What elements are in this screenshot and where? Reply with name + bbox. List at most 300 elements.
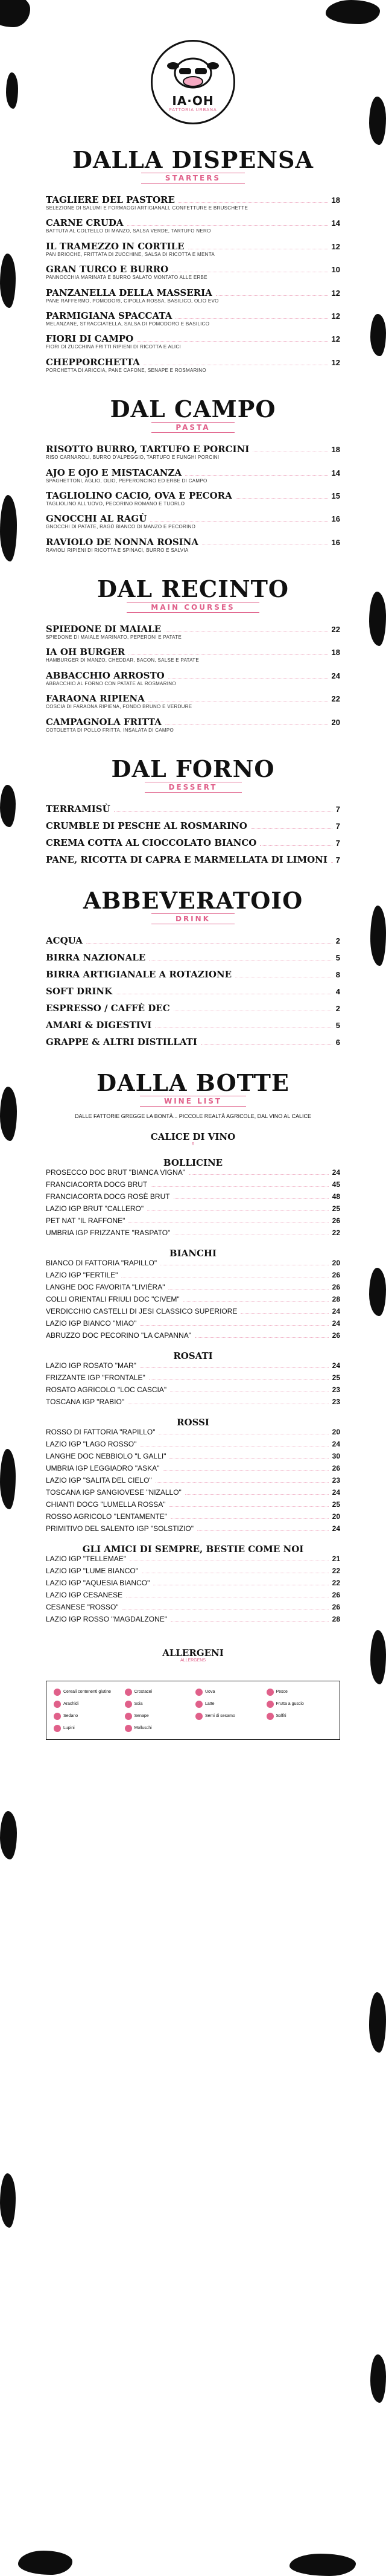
item-price: 18 — [331, 196, 340, 205]
menu-item-row — [46, 804, 340, 814]
wine-row — [46, 1271, 340, 1279]
wine-price: 26 — [332, 1270, 340, 1279]
dotted-leader — [137, 341, 327, 342]
menu-item-row — [46, 670, 340, 681]
item-name: FARAONA RIPIENA — [46, 693, 145, 705]
menu-items — [46, 194, 340, 374]
wine-price: 24 — [332, 1439, 340, 1448]
allergen-label: Molluschi — [134, 1726, 152, 1731]
section-subtitle: STARTERS — [141, 173, 245, 184]
allergen-icon — [125, 1725, 132, 1732]
menu-item-row — [46, 333, 340, 344]
dotted-leader — [148, 701, 328, 702]
wine-name: LAZIO IGP "LAGO ROSSO" — [46, 1439, 137, 1448]
item-price: 12 — [331, 311, 340, 321]
wine-price: 26 — [332, 1331, 340, 1340]
wine-name: TOSCANA IGP "RABIO" — [46, 1397, 125, 1406]
item-description: SPIEDONE DI MAIALE MARINATO, PEPERONI E PATATE — [46, 634, 182, 641]
allergen-label: Crostacei — [134, 1690, 153, 1695]
menu-item — [46, 444, 340, 461]
menu-item-row — [46, 513, 340, 524]
menu-item-row — [46, 820, 340, 831]
item-name: PANE, RICOTTA DI CAPRA E MARMELLATA DI LIMONI — [46, 854, 327, 866]
dotted-leader — [174, 1198, 329, 1199]
wine-group-title: BIANCHI — [169, 1247, 217, 1259]
wine-name: LAZIO IGP "SALITA DEL CIELO" — [46, 1475, 152, 1485]
dotted-leader — [140, 1325, 328, 1326]
item-price: 7 — [335, 822, 340, 831]
item-description: SELEZIONE DI SALUMI E FORMAGGI ARTIGIANALI, CONFETTURE E BRUSCHETTE — [46, 205, 248, 211]
dotted-leader — [185, 475, 327, 476]
wine-group-title: GLI AMICI DI SEMPRE, BESTIE COME NOI — [82, 1543, 304, 1555]
allergen-label: Sedano — [63, 1714, 78, 1719]
wine-row — [46, 1319, 340, 1328]
menu-item-row — [46, 952, 340, 963]
wine-item — [46, 1180, 340, 1189]
item-name: ABBACCHIO ARROSTO — [46, 670, 165, 681]
wine-row — [46, 1180, 340, 1189]
wine-name: FRANCIACORTA DOCG BRUT — [46, 1180, 148, 1189]
wine-price: 24 — [332, 1488, 340, 1497]
wine-row — [46, 1452, 340, 1460]
item-price: 2 — [335, 936, 340, 946]
item-name: TERRAMISÙ — [46, 804, 110, 815]
allergen-icon — [54, 1725, 61, 1732]
dotted-leader — [183, 1301, 329, 1302]
dotted-leader — [236, 498, 328, 499]
wine-item — [46, 1361, 340, 1370]
dotted-leader — [168, 1289, 328, 1290]
wine-row — [46, 1283, 340, 1291]
allergens-subtitle: ALLERGENS — [180, 1658, 206, 1663]
item-name: SPIEDONE DI MAIALE — [46, 624, 162, 635]
glass-price: 6 — [192, 1142, 194, 1146]
wine-name: COLLI ORIENTALI FRIULI DOC "CIVEM" — [46, 1294, 180, 1303]
menu-item — [46, 854, 340, 865]
allergen-label: Pesce — [276, 1690, 288, 1695]
wine-row — [46, 1476, 340, 1485]
wine-item — [46, 1373, 340, 1382]
item-name: RAVIOLO DE NONNA ROSINA — [46, 536, 199, 548]
item-price: 16 — [331, 537, 340, 547]
wine-row — [46, 1385, 340, 1394]
menu-item — [46, 513, 340, 530]
menu-item — [46, 986, 340, 997]
allergen-label: Solfiti — [276, 1714, 286, 1719]
menu-section — [46, 889, 340, 1047]
menu-item — [46, 1020, 340, 1031]
menu-item-row — [46, 1020, 340, 1031]
menu-item — [46, 647, 340, 663]
menu-item-row — [46, 969, 340, 980]
wine-price: 25 — [332, 1204, 340, 1213]
wine-price: 22 — [332, 1566, 340, 1575]
item-price: 2 — [335, 1004, 340, 1014]
section-subtitle: DESSERT — [145, 782, 242, 793]
menu-item-row — [46, 217, 340, 228]
item-description: TAGLIOLINO ALL'UOVO, PECORINO ROMANO E TUORLO — [46, 500, 185, 507]
menu-item-row — [46, 854, 340, 865]
wine-group-title: ROSATI — [173, 1350, 213, 1361]
wine-name: LAZIO IGP "FERTILE" — [46, 1270, 118, 1279]
allergen-icon — [267, 1689, 274, 1696]
dotted-leader — [171, 1621, 329, 1622]
item-price: 18 — [331, 648, 340, 657]
wine-item — [46, 1271, 340, 1279]
item-name: TAGLIOLINO CACIO, OVA E PECORA — [46, 490, 232, 501]
item-name: CARNE CRUDA — [46, 217, 124, 229]
wine-price: 30 — [332, 1451, 340, 1460]
item-name: RISOTTO BURRO, TARTUFO E PORCINI — [46, 444, 250, 455]
allergen-icon — [125, 1689, 132, 1696]
menu-item-row — [46, 264, 340, 275]
item-name: CREMA COTTA AL CIOCCOLATO BIANCO — [46, 837, 257, 849]
wine-price: 22 — [332, 1228, 340, 1237]
wine-price: 28 — [332, 1614, 340, 1623]
allergen-icon — [125, 1713, 132, 1720]
menu-item-row — [46, 194, 340, 205]
dotted-leader — [169, 1506, 329, 1507]
menu-item-row — [46, 287, 340, 298]
wine-item — [46, 1216, 340, 1225]
dotted-leader — [216, 295, 328, 296]
item-price: 7 — [335, 805, 340, 814]
menu-item — [46, 241, 340, 258]
wine-row — [46, 1428, 340, 1436]
wine-item — [46, 1452, 340, 1460]
wine-item — [46, 1524, 340, 1533]
menu-items — [46, 935, 340, 1047]
item-name: CHEPPORCHETTA — [46, 356, 140, 368]
wine-price: 25 — [332, 1500, 340, 1509]
menu-item — [46, 287, 340, 304]
wine-item — [46, 1283, 340, 1291]
menu-item — [46, 717, 340, 733]
wine-row — [46, 1361, 340, 1370]
wine-name: CESANESE "ROSSO" — [46, 1602, 119, 1611]
menu-item-row — [46, 537, 340, 548]
menu-items — [46, 444, 340, 554]
wine-name: ROSATO AGRICOLO "LOC CASCIA" — [46, 1385, 167, 1394]
wine-item — [46, 1440, 340, 1448]
allergens-grid — [46, 1681, 340, 1740]
wine-subtitle: WINE LIST — [140, 1096, 246, 1107]
wine-name: LAZIO IGP BRUT "CALLERO" — [46, 1204, 144, 1213]
wine-price: 23 — [332, 1385, 340, 1394]
menu-item — [46, 837, 340, 848]
wine-price: 24 — [332, 1361, 340, 1370]
item-name: IA OH BURGER — [46, 647, 125, 658]
allergen-label: Semi di sesamo — [205, 1714, 235, 1719]
dotted-leader — [201, 1044, 332, 1045]
wine-item — [46, 1500, 340, 1509]
wine-item — [46, 1555, 340, 1563]
item-description: SPAGHETTONI, AGLIO, OLIO, PEPERONCINO ED ERBE DI CAMPO — [46, 478, 207, 484]
allergen-icon — [54, 1689, 61, 1696]
dotted-leader — [197, 1530, 329, 1531]
wine-row — [46, 1331, 340, 1340]
item-name: PANZANELLA DELLA MASSERIA — [46, 287, 212, 298]
item-name: FIORI DI CAMPO — [46, 333, 134, 345]
wine-item — [46, 1488, 340, 1497]
wine-row — [46, 1307, 340, 1315]
section-subtitle: PASTA — [151, 422, 234, 433]
wine-section — [46, 1069, 340, 1623]
wine-item — [46, 1512, 340, 1521]
wine-row — [46, 1259, 340, 1267]
item-price: 16 — [331, 514, 340, 524]
item-name: ACQUA — [46, 935, 83, 947]
wine-price: 26 — [332, 1463, 340, 1472]
wine-row — [46, 1591, 340, 1599]
item-price: 22 — [331, 625, 340, 634]
dotted-leader — [150, 521, 327, 522]
dotted-leader — [168, 678, 328, 679]
wine-item — [46, 1385, 340, 1394]
wine-item — [46, 1428, 340, 1436]
item-description: PAN BRIOCHE, FRITTATA DI ZUCCHINE, SALSA DI RICOTTA E MENTA — [46, 251, 215, 257]
wine-row — [46, 1603, 340, 1611]
menu-card — [19, 28, 367, 2548]
wine-name: FRIZZANTE IGP "FRONTALE" — [46, 1373, 145, 1382]
wine-price: 48 — [332, 1192, 340, 1201]
menu-item — [46, 693, 340, 710]
dotted-leader — [156, 1482, 329, 1483]
allergen-label: Latte — [205, 1702, 215, 1707]
item-name: GNOCCHI AL RAGÙ — [46, 513, 147, 525]
wine-name: FRANCIACORTA DOCG ROSÈ BRUT — [46, 1192, 170, 1201]
dotted-leader — [86, 943, 332, 944]
wine-name: LAZIO IGP "LUME BIANCO" — [46, 1566, 138, 1575]
menu-item — [46, 194, 340, 211]
item-name: BIRRA NAZIONALE — [46, 952, 146, 964]
section-title: DAL RECINTO — [96, 575, 290, 603]
item-price: 20 — [331, 717, 340, 727]
dotted-leader — [114, 811, 332, 812]
wine-name: BIANCO DI FATTORIA "RAPILLO" — [46, 1258, 157, 1267]
section-title: DAL CAMPO — [110, 395, 276, 423]
wine-price: 23 — [332, 1475, 340, 1485]
wine-row — [46, 1500, 340, 1509]
allergen-icon — [267, 1701, 274, 1708]
section-subtitle: MAIN COURSES — [127, 602, 259, 613]
menu-item — [46, 670, 340, 687]
wine-name: LAZIO IGP ROSATO "MAR" — [46, 1361, 136, 1370]
wine-row — [46, 1567, 340, 1575]
allergen-item — [125, 1701, 191, 1708]
dotted-leader — [189, 1174, 329, 1175]
wine-row — [46, 1204, 340, 1213]
wine-item — [46, 1259, 340, 1267]
menu-item-row — [46, 837, 340, 848]
dotted-leader — [165, 631, 327, 632]
wine-intro: DALLE FATTORIE GREGGE LA BONTÀ... PICCOLE REALTÀ AGRICOLE, DAL VINO AL CALICE — [75, 1113, 311, 1120]
item-name: CAMPAGNOLA FRITTA — [46, 716, 162, 727]
menu-items — [46, 624, 340, 733]
item-description: RISO CARNAROLI, BURRO D'ALPEGGIO, TARTUFO E FUNGHI PORCINI — [46, 455, 220, 461]
dotted-leader — [127, 225, 328, 226]
wine-price: 20 — [332, 1512, 340, 1521]
menu-item-row — [46, 624, 340, 634]
item-price: 14 — [331, 219, 340, 228]
allergen-icon — [195, 1689, 203, 1696]
menu-item — [46, 935, 340, 946]
wine-price: 24 — [332, 1318, 340, 1328]
menu-item — [46, 1003, 340, 1014]
item-name: GRAPPE & ALTRI DISTILLATI — [46, 1037, 197, 1048]
allergen-icon — [125, 1701, 132, 1708]
menu-item — [46, 820, 340, 831]
menu-item — [46, 264, 340, 281]
wine-row — [46, 1192, 340, 1201]
wine-price: 23 — [332, 1397, 340, 1406]
menu-item — [46, 1037, 340, 1047]
menu-item — [46, 804, 340, 814]
allergen-item — [195, 1713, 262, 1720]
item-description: GNOCCHI DI PATATE, RAGÙ BIANCO DI MANZO E PECORINO — [46, 524, 196, 530]
menu-item — [46, 624, 340, 641]
wine-row — [46, 1373, 340, 1382]
item-name: ESPRESSO / CAFFÈ DEC — [46, 1003, 170, 1014]
wine-title: DALLA BOTTE — [96, 1069, 290, 1097]
wine-price: 26 — [332, 1602, 340, 1611]
wine-name: ABRUZZO DOC PECORINO "LA CAPANNA" — [46, 1331, 192, 1340]
allergen-item — [54, 1725, 120, 1732]
dotted-leader — [149, 1379, 329, 1380]
wine-name: TOSCANA IGP SANGIOVESE "NIZALLO" — [46, 1488, 182, 1497]
menu-item — [46, 969, 340, 980]
item-price: 4 — [335, 987, 340, 997]
item-name: PARMIGIANA SPACCATA — [46, 310, 172, 321]
item-price: 10 — [331, 265, 340, 275]
allergen-label: Lupini — [63, 1726, 75, 1731]
menu-item-row — [46, 1037, 340, 1047]
allergen-label: Cereali contenenti glutine — [63, 1690, 111, 1695]
menu-section — [46, 575, 340, 733]
item-description: FIORI DI ZUCCHINA FRITTI RIPIENI DI RICOTTA E ALICI — [46, 344, 182, 350]
wine-price: 24 — [332, 1306, 340, 1315]
item-name: SOFT DRINK — [46, 986, 113, 997]
menu-item — [46, 467, 340, 484]
allergen-item — [54, 1701, 120, 1708]
item-name: IL TRAMEZZO IN CORTILE — [46, 240, 185, 252]
wine-item — [46, 1579, 340, 1587]
allergen-label: Soia — [134, 1702, 143, 1707]
brand-logo — [148, 40, 238, 124]
allergen-icon — [54, 1713, 61, 1720]
menu-item — [46, 217, 340, 234]
wine-name: UMBRIA IGP LEGGIADRO "ASKA" — [46, 1463, 160, 1472]
section-title: DALLA DISPENSA — [72, 146, 314, 173]
dotted-leader — [176, 318, 327, 319]
wine-item — [46, 1319, 340, 1328]
menu-item-row — [46, 241, 340, 252]
item-name: AJO E OJO E MISTACANZA — [46, 467, 182, 478]
wine-name: VERDICCHIO CASTELLI DI JESI CLASSICO SUPERIORE — [46, 1306, 238, 1315]
wine-name: PET NAT "IL RAFFONE" — [46, 1216, 125, 1225]
wine-name: LAZIO IGP BIANCO "MIAO" — [46, 1318, 137, 1328]
wine-name: PROSECCO DOC BRUT "BIANCA VIGNA" — [46, 1168, 186, 1177]
wine-item — [46, 1331, 340, 1340]
menu-item — [46, 357, 340, 374]
menu-item-row — [46, 310, 340, 321]
wine-group-title: ROSSI — [177, 1416, 209, 1428]
item-description: BATTUTA AL COLTELLO DI MANZO, SALSA VERDE, TARTUFO NERO — [46, 228, 211, 234]
item-price: 7 — [335, 839, 340, 848]
allergen-label: Arachidi — [63, 1702, 79, 1707]
dotted-leader — [128, 1222, 328, 1223]
dotted-leader — [179, 202, 328, 203]
wine-price: 26 — [332, 1590, 340, 1599]
wine-name: LANGHE DOC FAVORITA "LIVIÈRA" — [46, 1282, 165, 1291]
item-price: 8 — [335, 970, 340, 980]
item-description: MELANZANE, STRACCIATELLA, SALSA DI POMODORO E BASILICO — [46, 321, 210, 327]
menu-item — [46, 310, 340, 327]
wine-item — [46, 1464, 340, 1472]
wine-name: LAZIO IGP "AQUESIA BIANCO" — [46, 1578, 150, 1587]
section-title: DAL FORNO — [111, 755, 275, 783]
item-description: PORCHETTA DI ARICCIA, PANE CAFONE, SENAPE E ROSMARINO — [46, 367, 206, 373]
glass-title: CALICE DI VINO — [150, 1131, 236, 1142]
allergen-item — [54, 1689, 120, 1696]
menu-item-row — [46, 647, 340, 657]
wine-item — [46, 1476, 340, 1485]
cow-logo-icon — [151, 40, 235, 124]
menu-item-row — [46, 490, 340, 501]
allergens-title: ALLERGENI — [162, 1647, 224, 1658]
menu-section — [46, 146, 340, 374]
wine-name: LAZIO IGP "TELLEMAE" — [46, 1554, 127, 1563]
item-price: 5 — [335, 1021, 340, 1031]
wine-item — [46, 1204, 340, 1213]
wine-row — [46, 1216, 340, 1225]
item-price: 22 — [331, 694, 340, 704]
wine-item — [46, 1192, 340, 1201]
item-name: GRAN TURCO E BURRO — [46, 264, 169, 275]
menu-item-row — [46, 444, 340, 455]
wine-row — [46, 1524, 340, 1533]
allergen-item — [54, 1713, 120, 1720]
wine-name: ROSSO AGRICOLO "LENTAMENTE" — [46, 1512, 167, 1521]
dotted-leader — [241, 1313, 328, 1314]
wine-item — [46, 1398, 340, 1406]
wine-row — [46, 1440, 340, 1448]
menu-section — [46, 395, 340, 554]
item-description: HAMBURGER DI MANZO, CHEDDAR, BACON, SALSE E PATATE — [46, 657, 199, 663]
dotted-leader — [195, 1337, 329, 1338]
item-name: CRUMBLE DI PESCHE AL ROSMARINO — [46, 820, 247, 832]
allergen-icon — [195, 1713, 203, 1720]
item-price: 15 — [331, 491, 340, 500]
item-description: PANNOCCHIA MARINATA E BURRO SALATO MONTATO ALLE ERBE — [46, 275, 207, 281]
wine-name: LAZIO IGP ROSSO "MAGDALZONE" — [46, 1614, 168, 1623]
wine-price: 22 — [332, 1578, 340, 1587]
wine-row — [46, 1615, 340, 1623]
wine-row — [46, 1229, 340, 1237]
wine-item — [46, 1603, 340, 1611]
item-price: 12 — [331, 241, 340, 251]
brand-name: IA·OH — [172, 94, 214, 108]
wine-name: PRIMITIVO DEL SALENTO IGP "SOLSTIZIO" — [46, 1524, 194, 1533]
allergen-icon — [54, 1701, 61, 1708]
menu-item-row — [46, 986, 340, 997]
wine-row — [46, 1168, 340, 1177]
section-subtitle: DRINK — [151, 913, 235, 924]
item-price: 14 — [331, 468, 340, 478]
wine-item — [46, 1615, 340, 1623]
item-description: COSCIA DI FARAONA RIPIENA, FONDO BRUNO E VERDURE — [46, 704, 192, 710]
item-price: 24 — [331, 671, 340, 680]
